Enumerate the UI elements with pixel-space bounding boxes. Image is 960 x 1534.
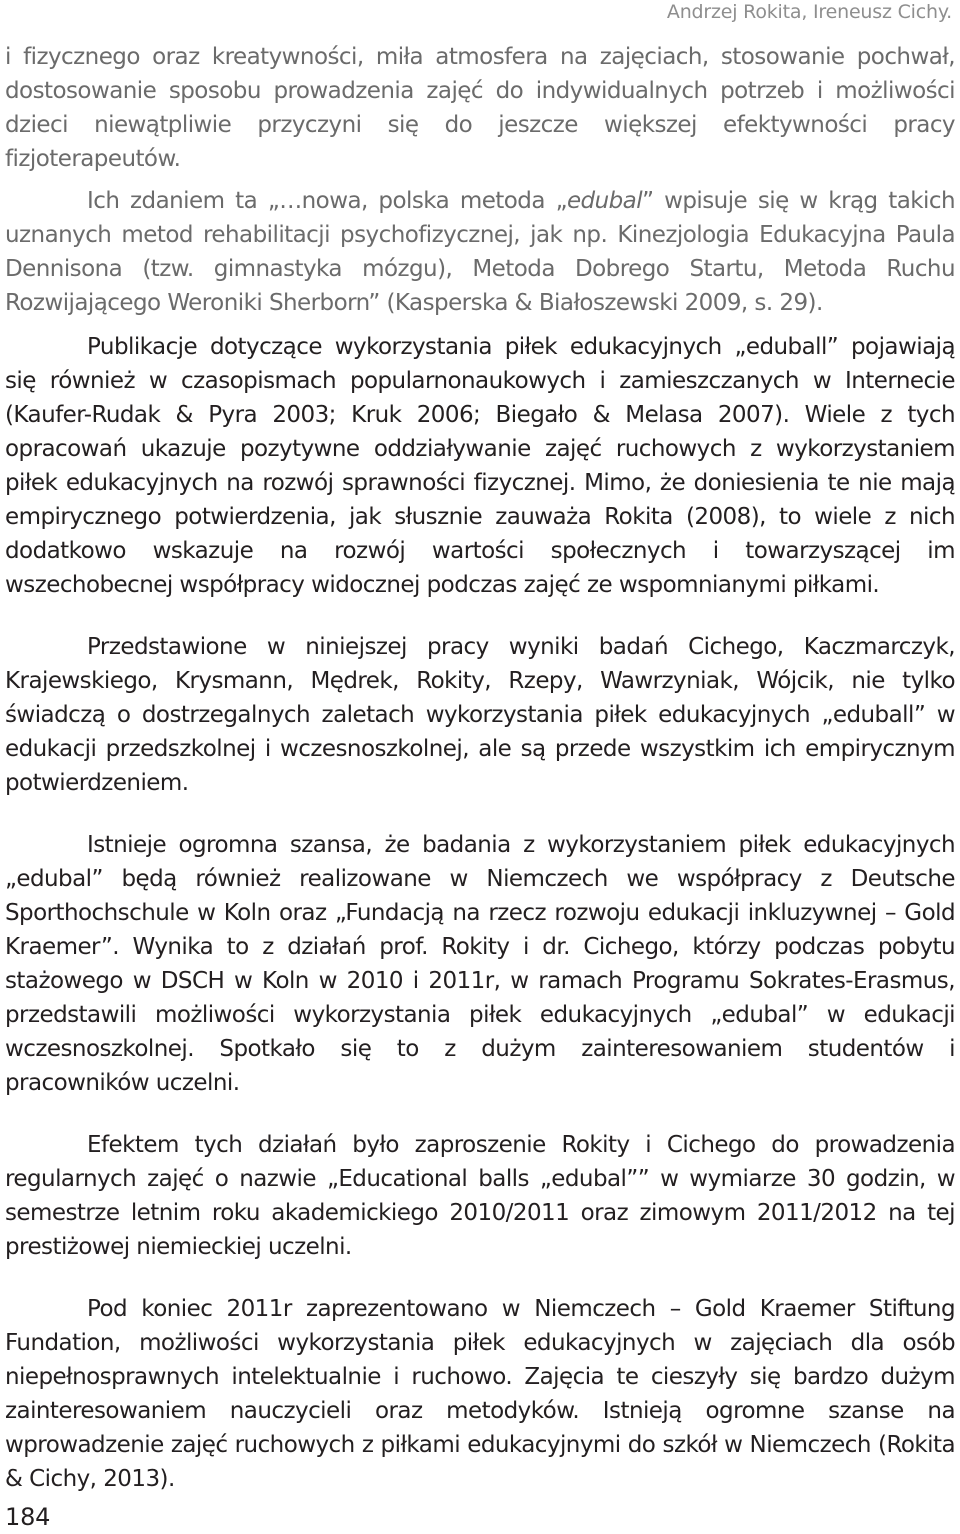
- paragraph-research-results: Przedstawione w niniejszej pracy wyniki badań Cichego, Kaczmarczyk, Krajewskiego, Krysmann, Mędrek, Rokity, Rzepy, Wawrzyniak, Wójcik, nie tylko świadczą o dostrzegalnych zaletach wykorzystania piłek edukacyjnych „eduball” w edukacji przedszkolnej i wczesnoszkolnej, ale są przede wszystkim ich empirycznym potwierdzeniem.: [5, 634, 955, 796]
- paragraph-classes-invitation: Efektem tych działań było zaproszenie Rokity i Cichego do prowadzenia regularnych zajęć o nazwie „Educational balls „edubal”” w wymiarze 30 godzin, w semestrze letnim roku akademickiego 2010/2011 oraz zimowym 2011/2012 na tej prestiżowej niemieckiej uczelni.: [5, 1132, 955, 1260]
- running-header: Andrzej Rokita, Ireneusz Cichy.: [666, 1, 952, 23]
- page-number: 184: [5, 1503, 51, 1531]
- paragraph-text: ” wpisuje się w krąg takich uznanych metod rehabilitacji psychofizycznej, jak np. Kinezjologia Edukacyjna Paula Dennisona (tzw. gimnastyka mózgu), Metoda Dobrego Startu, Metoda Ruchu Rozwijającego Weroniki Sherborn” (Kasperska & Białoszewski 2009, s. 29).: [5, 188, 955, 316]
- paragraph-text: Ich zdaniem ta „…nowa, polska metoda „: [87, 188, 567, 214]
- paragraph-edubal-method: [5, 184, 955, 320]
- method-name-emphasis: edubal: [566, 188, 643, 214]
- paragraph-publications: Publikacje dotyczące wykorzystania piłek edukacyjnych „eduball” pojawiają się również w czasopismach popularnonaukowych i zamieszczanych w Internecie (Kaufer-Rudak & Pyra 2003; Kruk 2006; Biegało & Melasa 2007). Wiele z tych opracowań ukazuje pozytywne oddziaływanie zajęć ruchowych z wykorzystaniem piłek edukacyjnych na rozwój sprawności fizycznej. Mimo, że doniesienia te nie mają empirycznego potwierdzenia, jak słusznie zauważa Rokita (2008), to wiele z nich dodatkowo wskazuje na rozwój wartości społecznych i towarzyszącej im wszechobecnej współpracy widocznej podczas zajęć ze wspomnianymi piłkami.: [5, 334, 955, 598]
- body-text: [5, 40, 955, 1496]
- paragraph-germany-research: Istnieje ogromna szansa, że badania z wykorzystaniem piłek edukacyjnych „edubal” będą również realizowane w Niemczech we współpracy z Deutsche Sporthochschule w Koln oraz „Fundacją na rzecz rozwoju edukacji inkluzywnej – Gold Kraemer”. Wynika to z działań prof. Rokity i dr. Cichego, którzy podczas pobytu stażowego w DSCH w Koln w 2010 i 2011r, w ramach Programu Sokrates-Erasmus, przedstawili możliwości wykorzystania piłek edukacyjnych „edubal” w edukacji wczesnoszkolnej. Spotkało się to z dużym zainteresowaniem studentów i pracowników uczelni.: [5, 832, 955, 1096]
- paragraph-continued: i fizycznego oraz kreatywności, miła atmosfera na zajęciach, stosowanie pochwał, dostosowanie sposobu prowadzenia zajęć do indywidualnych potrzeb i możliwości dzieci niewątpliwie przyczyni się do jeszcze większej efektywności pracy fizjoterapeutów.: [5, 44, 955, 172]
- paragraph-gold-kraemer: Pod koniec 2011r zaprezentowano w Niemczech – Gold Kraemer Stiftung Fundation, możliwości wykorzystania piłek edukacyjnych w zajęciach dla osób niepełnosprawnych intelektualnie i ruchowo. Zajęcia te cieszyły się bardzo dużym zainteresowaniem nauczycieli oraz metodyków. Istnieją ogromne szanse na wprowadzenie zajęć ruchowych z piłkami edukacyjnymi do szkół w Niemczech (Rokita & Cichy, 2013).: [5, 1296, 955, 1492]
